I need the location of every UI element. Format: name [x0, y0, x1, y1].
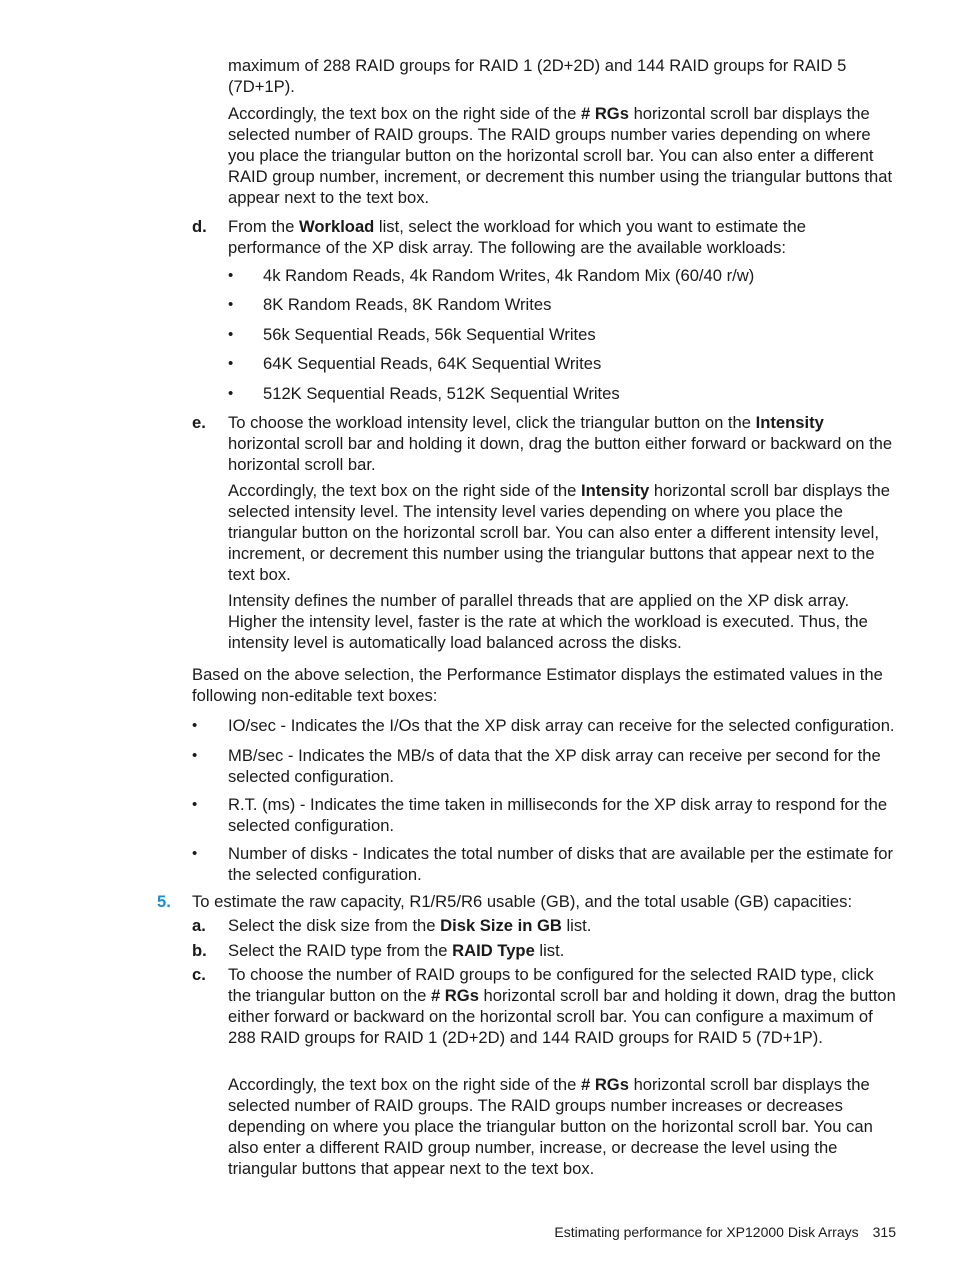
- workload-item: 512K Sequential Reads, 512K Sequential Writes: [263, 384, 620, 403]
- rgs-term: # RGs: [580, 104, 629, 123]
- bullet-dot: •: [192, 796, 198, 813]
- based-on-paragraph: [192, 664, 900, 706]
- workload-item: 8K Random Reads, 8K Random Writes: [263, 295, 552, 314]
- page-number: 315: [872, 1224, 896, 1240]
- intensity-term: Intensity: [755, 413, 824, 432]
- output-item: MB/sec - Indicates the MB/s of data that the XP disk array can receive per second for the selected configuration.: [228, 746, 881, 786]
- step-5c-marker: c.: [192, 965, 206, 984]
- rgs-term: # RGs: [430, 986, 479, 1005]
- text: horizontal scroll bar displays the selected intensity level. The intensity level varies depending on where you place the triangular button on the horizontal scroll bar. You can also enter a different intensity level, increment, or decrement this number using the triangular buttons that appear next to the text box.: [228, 481, 890, 584]
- text: To choose the number of RAID groups to be configured for the selected RAID type, click the triangular button on the: [228, 965, 874, 1005]
- workload-term: Workload: [299, 217, 375, 236]
- step-e-paragraph: [228, 412, 900, 475]
- step-d-paragraph: [228, 216, 900, 258]
- output-item: R.T. (ms) - Indicates the time taken in milliseconds for the XP disk array to respond for the selected configuration.: [228, 795, 888, 835]
- bullet-dot: •: [228, 355, 234, 372]
- output-item: Number of disks - Indicates the total number of disks that are available per the estimate for the selected configuration.: [228, 844, 893, 884]
- step-5-marker: 5.: [157, 892, 171, 911]
- rgs-accordingly-paragraph: [228, 103, 900, 208]
- bullet-dot: •: [192, 747, 198, 764]
- step-5b-paragraph: [228, 940, 900, 961]
- intensity-accordingly-paragraph: [228, 480, 900, 585]
- intro-paragraph: [228, 55, 900, 97]
- intensity-definition-paragraph: [228, 590, 900, 653]
- footer-title: Estimating performance for XP12000 Disk Arrays: [554, 1224, 859, 1240]
- text: From the: [228, 217, 300, 236]
- text: Accordingly, the text box on the right side of the: [228, 481, 581, 500]
- workload-item: 64K Sequential Reads, 64K Sequential Writes: [263, 354, 602, 373]
- text: Accordingly, the text box on the right side of the: [228, 104, 581, 123]
- text: horizontal scroll bar displays the selected number of RAID groups. The RAID groups number increases or decreases depending on where you place the triangular button on the horizontal scroll bar. You can also enter a different RAID group number, increase, or decrease the level using the triangular buttons that appear next to the text box.: [228, 1075, 873, 1178]
- step-d-marker: d.: [192, 217, 207, 236]
- disk-size-term: Disk Size in GB: [440, 916, 562, 935]
- bullet-dot: •: [192, 717, 198, 734]
- text: To choose the workload intensity level, click the triangular button on the: [228, 413, 756, 432]
- text: horizontal scroll bar displays the selected number of RAID groups. The RAID groups number varies depending on where you place the triangular button on the horizontal scroll bar. You can also enter a different RAID group number, increment, or decrement this number using the triangular buttons that appear next to the text box.: [228, 104, 893, 207]
- step-5-paragraph: [192, 891, 900, 912]
- workload-item: 56k Sequential Reads, 56k Sequential Writes: [263, 325, 596, 344]
- text: Select the disk size from the: [228, 916, 441, 935]
- text: Select the RAID type from the: [228, 941, 453, 960]
- raid-type-term: RAID Type: [452, 941, 535, 960]
- text: list, select the workload for which you want to estimate the performance of the XP disk array. The following are the available workloads:: [228, 217, 806, 257]
- text: horizontal scroll bar and holding it down, drag the button either forward or backward on the horizontal scroll bar.: [228, 434, 893, 474]
- text: Intensity defines the number of parallel threads that are applied on the XP disk array. Higher the intensity level, faster is the rate at which the workload is executed. Thus, the intensity level is automatically load balanced across the disks.: [228, 591, 868, 652]
- text: Accordingly, the text box on the right side of the: [228, 1075, 581, 1094]
- step-5b-marker: b.: [192, 941, 207, 960]
- page-footer: [554, 1222, 896, 1242]
- bullet-dot: •: [228, 267, 234, 284]
- text: list.: [561, 916, 592, 935]
- text: Based on the above selection, the Performance Estimator displays the estimated values in the following non-editable text boxes:: [192, 665, 883, 705]
- intro-text: maximum of 288 RAID groups for RAID 1 (2D+2D) and 144 RAID groups for RAID 5 (7D+1P).: [228, 56, 847, 96]
- rgs-accordingly-paragraph-2: [228, 1074, 900, 1179]
- step-e-marker: e.: [192, 413, 206, 432]
- text: list.: [534, 941, 565, 960]
- bullet-dot: •: [228, 296, 234, 313]
- step-5a-marker: a.: [192, 916, 206, 935]
- step-5a-paragraph: [228, 915, 900, 936]
- bullet-dot: •: [228, 326, 234, 343]
- text: horizontal scroll bar and holding it down, drag the button either forward or backward on the horizontal scroll bar. You can configure a maximum of 288 RAID groups for RAID 1 (2D+2D) and 144 RAID groups for RAID 5 (7D+1P).: [228, 986, 896, 1047]
- bullet-dot: •: [228, 385, 234, 402]
- step-5c-paragraph: [228, 964, 900, 1048]
- output-item: IO/sec - Indicates the I/Os that the XP disk array can receive for the selected configuration.: [228, 716, 895, 735]
- text: To estimate the raw capacity, R1/R5/R6 usable (GB), and the total usable (GB) capacities:: [192, 892, 853, 911]
- bullet-dot: •: [192, 845, 198, 862]
- workload-item: 4k Random Reads, 4k Random Writes, 4k Random Mix (60/40 r/w): [263, 266, 755, 285]
- rgs-term: # RGs: [580, 1075, 629, 1094]
- intensity-term: Intensity: [580, 481, 650, 500]
